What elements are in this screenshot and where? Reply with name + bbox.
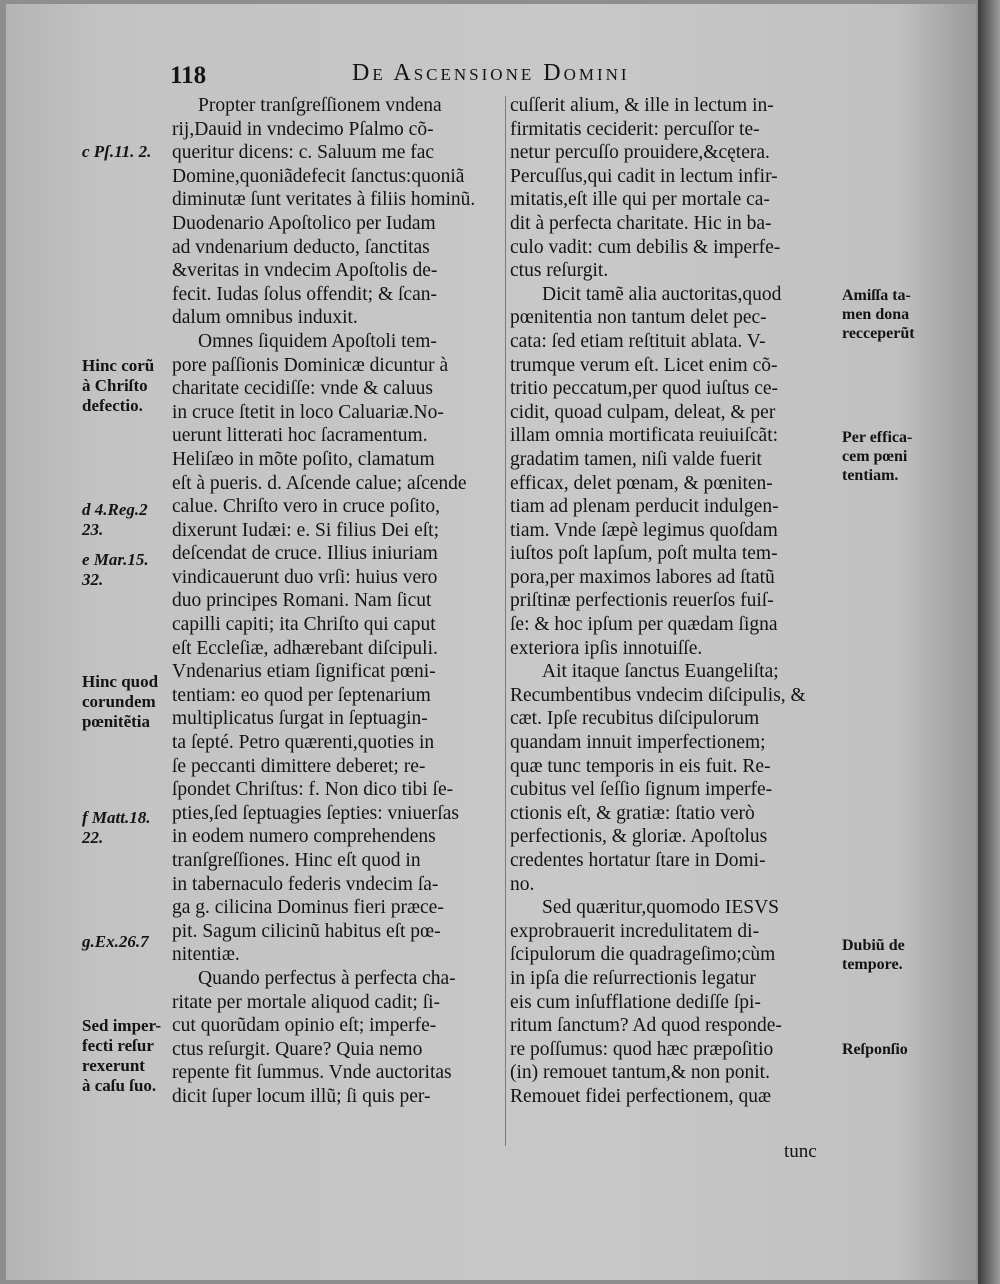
text-line: culo vadit: cum debilis & imperfe- bbox=[510, 236, 781, 258]
text-line: Percuſſus,qui cadit in lectum infir- bbox=[510, 165, 778, 187]
text-line: dalum omnibus induxit. bbox=[172, 307, 358, 329]
text-line: iuſtos poſt lapſum, poſt multa tem- bbox=[510, 543, 778, 565]
text-line: eſt Eccleſiæ, adhærebant diſcipuli. bbox=[172, 637, 438, 659]
page-header bbox=[0, 58, 1000, 98]
text-line: in cruce ſtetit in loco Caluariæ.No- bbox=[172, 401, 444, 423]
text-line: ritate per mortale aliquod cadit; ſi- bbox=[172, 991, 441, 1013]
text-line: exprobrauerit incredulitatem di- bbox=[510, 920, 760, 942]
text-line: uerunt litterati hoc ſacramentum. bbox=[172, 425, 428, 447]
text-line: tiam. Vnde ſæpè legimus quoſdam bbox=[510, 519, 778, 541]
margin-note: Sed imper- fecti reſur rexerunt à caſu ſuo. bbox=[82, 1016, 162, 1095]
text-line: nitentiæ. bbox=[172, 944, 240, 966]
catchword: tunc bbox=[784, 1141, 817, 1162]
text-line: Domine,quoniãdefecit ſanctus:quoniã bbox=[172, 165, 465, 187]
text-line: dit à perfecta charitate. Hic in ba- bbox=[510, 212, 772, 234]
margin-note-citation: f Matt.18. 22. bbox=[82, 808, 151, 847]
text-line: deſcendat de cruce. Illius iniuriam bbox=[172, 543, 438, 565]
text-line: cidit, quoad culpam, deleat, & per bbox=[510, 401, 776, 423]
text-line: Remouet fidei perfectionem, quæ bbox=[510, 1085, 772, 1107]
text-line: diminutæ ſunt veritates à filiis hominũ. bbox=[172, 189, 476, 211]
text-line: in tabernaculo federis vndecim ſa- bbox=[172, 873, 439, 895]
text-line: netur percuſſo prouidere,&cętera. bbox=[510, 142, 770, 164]
text-line: tritio peccatum,per quod iuſtus ce- bbox=[510, 378, 779, 400]
text-line: pore paſſionis Dominicæ dicuntur à bbox=[172, 354, 449, 376]
text-line: in ipſa die reſurrectionis legatur bbox=[510, 967, 756, 989]
text-line: Propter tranſgreſſionem vndena bbox=[198, 95, 442, 116]
text-line: charitate cecidiſſe: vnde & caluus bbox=[172, 378, 433, 400]
text-line: re poſſumus: quod hæc præpoſitio bbox=[510, 1038, 774, 1060]
left-column bbox=[172, 94, 502, 1109]
running-title: De Ascensione Domini bbox=[352, 60, 630, 86]
text-line: cata: ſed etiam reſtituit ablata. V- bbox=[510, 330, 766, 352]
text-line: cubitus vel ſeſſio ſignum imperfe- bbox=[510, 779, 773, 801]
text-line: ſcipulorum die quadrageſimo;cùm bbox=[510, 944, 776, 966]
text-line: efficax, delet pœnam, & pœniten- bbox=[510, 472, 773, 494]
text-line: Quando perfectus à perfecta cha- bbox=[198, 967, 456, 989]
text-line: cuſſerit alium, & ille in lectum in- bbox=[510, 95, 774, 116]
text-line: capilli capiti; ita Chriſto qui caput bbox=[172, 614, 436, 636]
text-line: trumque verum eſt. Licet enim cõ- bbox=[510, 354, 778, 376]
text-line: ctionis eſt, & gratiæ: ſtatio verò bbox=[510, 802, 755, 824]
right-column bbox=[510, 94, 840, 1109]
column-divider bbox=[505, 96, 506, 1146]
text-line: mitatis,eſt ille qui per mortale ca- bbox=[510, 189, 770, 211]
text-line: multiplicatus ſurgat in ſeptuagin- bbox=[172, 708, 428, 730]
margin-note-citation: d 4.Reg.2 23. bbox=[82, 500, 148, 539]
text-line: credentes hortatur ſtare in Domi- bbox=[510, 850, 766, 871]
text-line: Heliſæo in mõte poſito, clamatum bbox=[172, 448, 435, 470]
text-line: pœnitentia non tantum delet pec- bbox=[510, 307, 767, 329]
margin-note: Reſponſio bbox=[842, 1041, 908, 1058]
text-line: pties,ſed ſeptuagies ſepties: vniuerſas bbox=[172, 802, 460, 824]
margin-note: Hinc quod corundem pœnitẽtia bbox=[82, 672, 159, 731]
text-line: ritum ſanctum? Ad quod responde- bbox=[510, 1015, 782, 1037]
text-line: Omnes ſiquidem Apoſtoli tem- bbox=[198, 330, 437, 352]
text-line: vindicauerunt duo vrſi: huius vero bbox=[172, 566, 438, 588]
text-line: pora,per maximos labores ad ſtatũ bbox=[510, 566, 775, 588]
text-line: (in) remouet tantum,& non ponit. bbox=[510, 1062, 770, 1084]
text-line: Duodenario Apoſtolico per Iudam bbox=[172, 212, 436, 234]
margin-note-citation: e Mar.15. 32. bbox=[82, 550, 149, 589]
text-line: Ait itaque ſanctus Euangeliſta; bbox=[542, 661, 779, 683]
text-line: in eodem numero comprehendens bbox=[172, 826, 436, 848]
text-line: ta ſepté. Petro quærenti,quoties in bbox=[172, 732, 435, 754]
text-line: illam omnia mortificata reuiuiſcãt: bbox=[510, 425, 779, 447]
text-line: Recumbentibus vndecim diſcipulis, & bbox=[510, 684, 806, 706]
text-line: rij,Dauid in vndecimo Pſalmo cõ- bbox=[172, 118, 434, 140]
margin-note: Amiſſa ta- men dona recceperũt bbox=[842, 287, 915, 342]
text-line: Vndenarius etiam ſignificat pœni- bbox=[172, 661, 436, 683]
text-line: quæ tunc temporis in eis fuit. Re- bbox=[510, 755, 771, 777]
text-line: priſtinæ perfectionis reuerſos fuiſ- bbox=[510, 590, 774, 612]
text-line: &veritas in vndecim Apoſtolis de- bbox=[172, 260, 438, 282]
text-line: duo principes Romani. Nam ſicut bbox=[172, 590, 432, 612]
text-line: tranſgreſſiones. Hinc eſt quod in bbox=[172, 850, 421, 871]
text-line: eis cum inſufflatione dediſſe ſpi- bbox=[510, 991, 761, 1013]
text-line: ad vndenarium deducto, ſanctitas bbox=[172, 236, 430, 258]
text-line: perfectionis, & gloriæ. Apoſtolus bbox=[510, 826, 768, 848]
text-line: eſt à pueris. d. Aſcende calue; aſcende bbox=[172, 472, 467, 494]
text-line: ga g. cilicina Dominus fieri præce- bbox=[172, 897, 444, 919]
text-line: calue. Chriſto vero in cruce poſito, bbox=[172, 496, 441, 518]
margin-note: Dubiũ de tempore. bbox=[842, 937, 905, 973]
margin-note: Per effica- cem pœni tentiam. bbox=[842, 429, 913, 484]
text-line: gradatim tamen, niſi valde fuerit bbox=[510, 448, 762, 470]
text-line: tiam ad plenam perducit indulgen- bbox=[510, 496, 779, 518]
text-line: tentiam: eo quod per ſeptenarium bbox=[172, 684, 431, 706]
text-line: cut quorũdam opinio eſt; imperfe- bbox=[172, 1015, 437, 1037]
text-line: quandam innuit imperfectionem; bbox=[510, 732, 766, 754]
text-line: Dicit tamẽ alia auctoritas,quod bbox=[542, 283, 782, 305]
margin-note: Hinc corũ à Chriſto defectio. bbox=[82, 356, 155, 415]
text-line: firmitatis ceciderit: percuſſor te- bbox=[510, 118, 760, 140]
text-line: queritur dicens: c. Saluum me fac bbox=[172, 142, 435, 164]
margin-note-citation: g.Ex.26.7 bbox=[82, 932, 149, 951]
text-line: exteriora ipſis innotuiſſe. bbox=[510, 637, 703, 659]
margin-note-citation: c Pſ.11. 2. bbox=[82, 142, 152, 161]
text-line: ctus reſurgit. Quare? Quia nemo bbox=[172, 1038, 423, 1060]
text-line: dixerunt Iudæi: e. Si filius Dei eſt; bbox=[172, 519, 440, 541]
text-line: ſe: & hoc ipſum per quædam ſigna bbox=[510, 614, 778, 636]
text-line: ſpondet Chriſtus: f. Non dico tibi ſe- bbox=[172, 779, 454, 801]
text-line: pit. Sagum cilicinũ habitus eſt pœ- bbox=[172, 920, 441, 942]
text-line: ſe peccanti dimittere deberet; re- bbox=[172, 755, 426, 777]
text-line: Sed quæritur,quomodo IESVS bbox=[542, 897, 780, 919]
text-line: ctus reſurgit. bbox=[510, 260, 609, 282]
text-line: no. bbox=[510, 873, 535, 895]
page-number: 118 bbox=[170, 62, 207, 89]
text-line: dicit ſuper locum illũ; ſi quis per- bbox=[172, 1085, 431, 1107]
text-line: repente fit ſummus. Vnde auctoritas bbox=[172, 1062, 452, 1084]
text-line: fecit. Iudas ſolus offendit; & ſcan- bbox=[172, 283, 437, 305]
next-page-edge bbox=[978, 0, 1000, 1284]
text-line: cæt. Ipſe recubitus diſcipulorum bbox=[510, 708, 760, 730]
